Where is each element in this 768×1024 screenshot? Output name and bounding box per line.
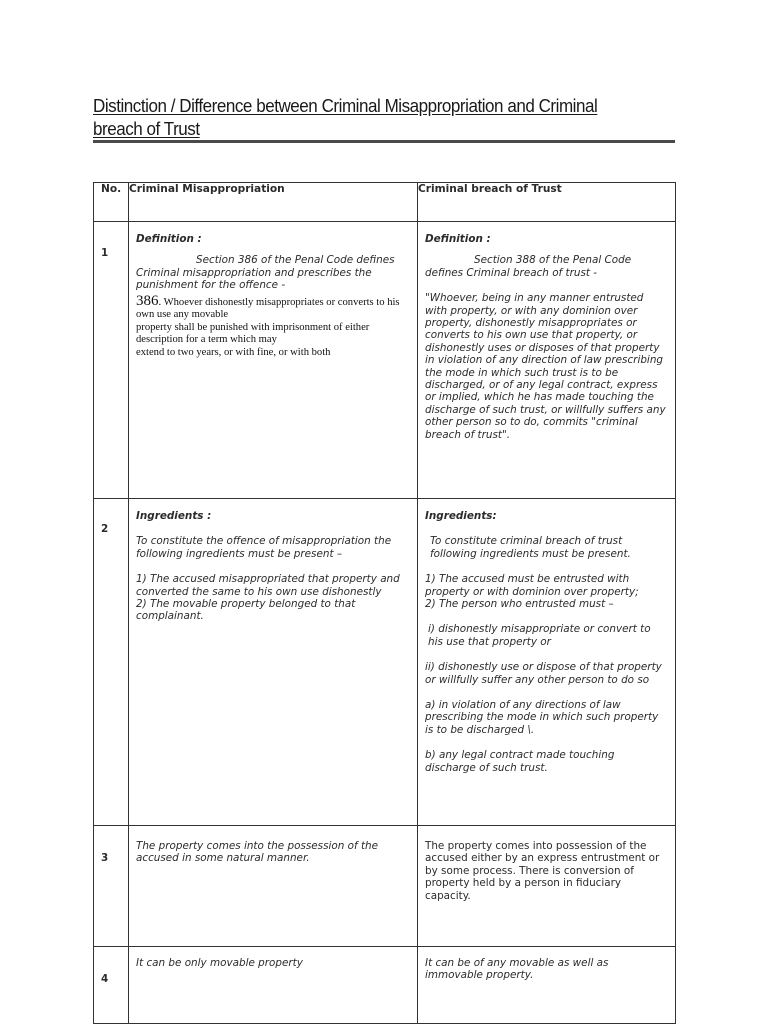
cell-misappropriation-ingredients: [129, 499, 418, 826]
ingredient-item: 2) The person who entrusted must –: [425, 598, 614, 611]
table-row: [94, 499, 676, 826]
property-type-text: It can be of any movable as well as immovable property.: [425, 957, 609, 982]
possession-text: The property comes into the possession of the accused in some natural manner.: [136, 840, 379, 865]
definition-quote: "Whoever, being in any manner entrusted with property, or with any dominion over property, dishonestly misappropriates or converts to his own use that property, or dishonestly uses or disposes of that property in violation of any direction of law prescribing the mode in which such trust is to be discharged, or of any legal contract, express or implied, which he has made touching the discharge of such trust, or willfully suffers any other person so to do, commits "criminal breach of trust".: [425, 292, 666, 441]
ingredient-item: 2) The movable property belonged to that complainant.: [136, 598, 356, 623]
header-criminal-misappropriation: Criminal Misappropriation: [129, 183, 418, 222]
header-criminal-breach-of-trust: Criminal breach of Trust: [418, 183, 676, 222]
header-no: No.: [94, 183, 129, 222]
ingredient-item: 1) The accused must be entrusted with property or with dominion over property;: [425, 573, 639, 598]
cell-breach-property-type: [418, 947, 676, 1024]
section-body: . Whoever dishonestly misappropriates or converts to his own use any movable: [136, 296, 400, 321]
page-title: Distinction / Difference between Criminal Misappropriation and Criminal breach of Trust: [93, 95, 598, 139]
definition-label: Definition :: [425, 233, 491, 245]
title-divider: [93, 140, 675, 143]
row-number: 3: [94, 826, 129, 947]
ingredients-intro: To constitute the offence of misappropriation the following ingredients must be present –: [136, 535, 392, 560]
definition-label: Definition :: [136, 233, 202, 245]
table-row: [94, 826, 676, 947]
definition-intro-rest: defines Criminal breach of trust -: [425, 266, 597, 279]
cell-misappropriation-definition: [129, 222, 418, 499]
cell-misappropriation-property-type: [129, 947, 418, 1024]
section-line-2: property shall be punished with imprisonment of either description for a term which may: [136, 321, 370, 346]
row-number: 1: [94, 222, 129, 499]
ingredient-subitem: i) dishonestly misappropriate or convert to his use that property or: [428, 623, 651, 648]
cell-breach-ingredients: [418, 499, 676, 826]
possession-text: The property comes into possession of the accused either by an express entrustment or by some process. There is conversion of property held by a person in fiduciary capacity.: [425, 840, 660, 902]
definition-intro: Section 386 of the Penal Code defines: [196, 254, 395, 267]
cell-breach-definition: [418, 222, 676, 499]
table-row: [94, 222, 676, 499]
row-number: 4: [94, 947, 129, 1024]
section-386-text: [136, 292, 410, 322]
section-number: 386: [136, 292, 159, 309]
ingredient-item: 1) The accused misappropriated that property and converted the same to his own use dishonestly: [136, 573, 400, 598]
cell-breach-possession: [418, 826, 676, 947]
definition-intro-rest: Criminal misappropriation and prescribes the punishment for the offence -: [136, 266, 372, 292]
comparison-table: [93, 182, 676, 1024]
section-line-3: extend to two years, or with fine, or with both: [136, 347, 331, 358]
ingredient-subitem: ii) dishonestly use or dispose of that property or willfully suffer any other person to do so: [425, 661, 662, 686]
ingredients-label: Ingredients:: [425, 510, 497, 522]
table-header-row: [94, 183, 676, 222]
definition-intro: Section 388 of the Penal Code: [474, 254, 632, 267]
ingredients-intro: To constitute criminal breach of trust following ingredients must be present.: [430, 535, 631, 560]
ingredient-subitem: b) any legal contract made touching discharge of such trust.: [425, 749, 615, 774]
ingredients-label: Ingredients :: [136, 510, 212, 522]
ingredient-subitem: a) in violation of any directions of law prescribing the mode in which such property is to be discharged \.: [425, 699, 659, 736]
property-type-text: It can be only movable property: [136, 957, 303, 969]
row-number: 2: [94, 499, 129, 826]
cell-misappropriation-possession: [129, 826, 418, 947]
table-row: [94, 947, 676, 1024]
